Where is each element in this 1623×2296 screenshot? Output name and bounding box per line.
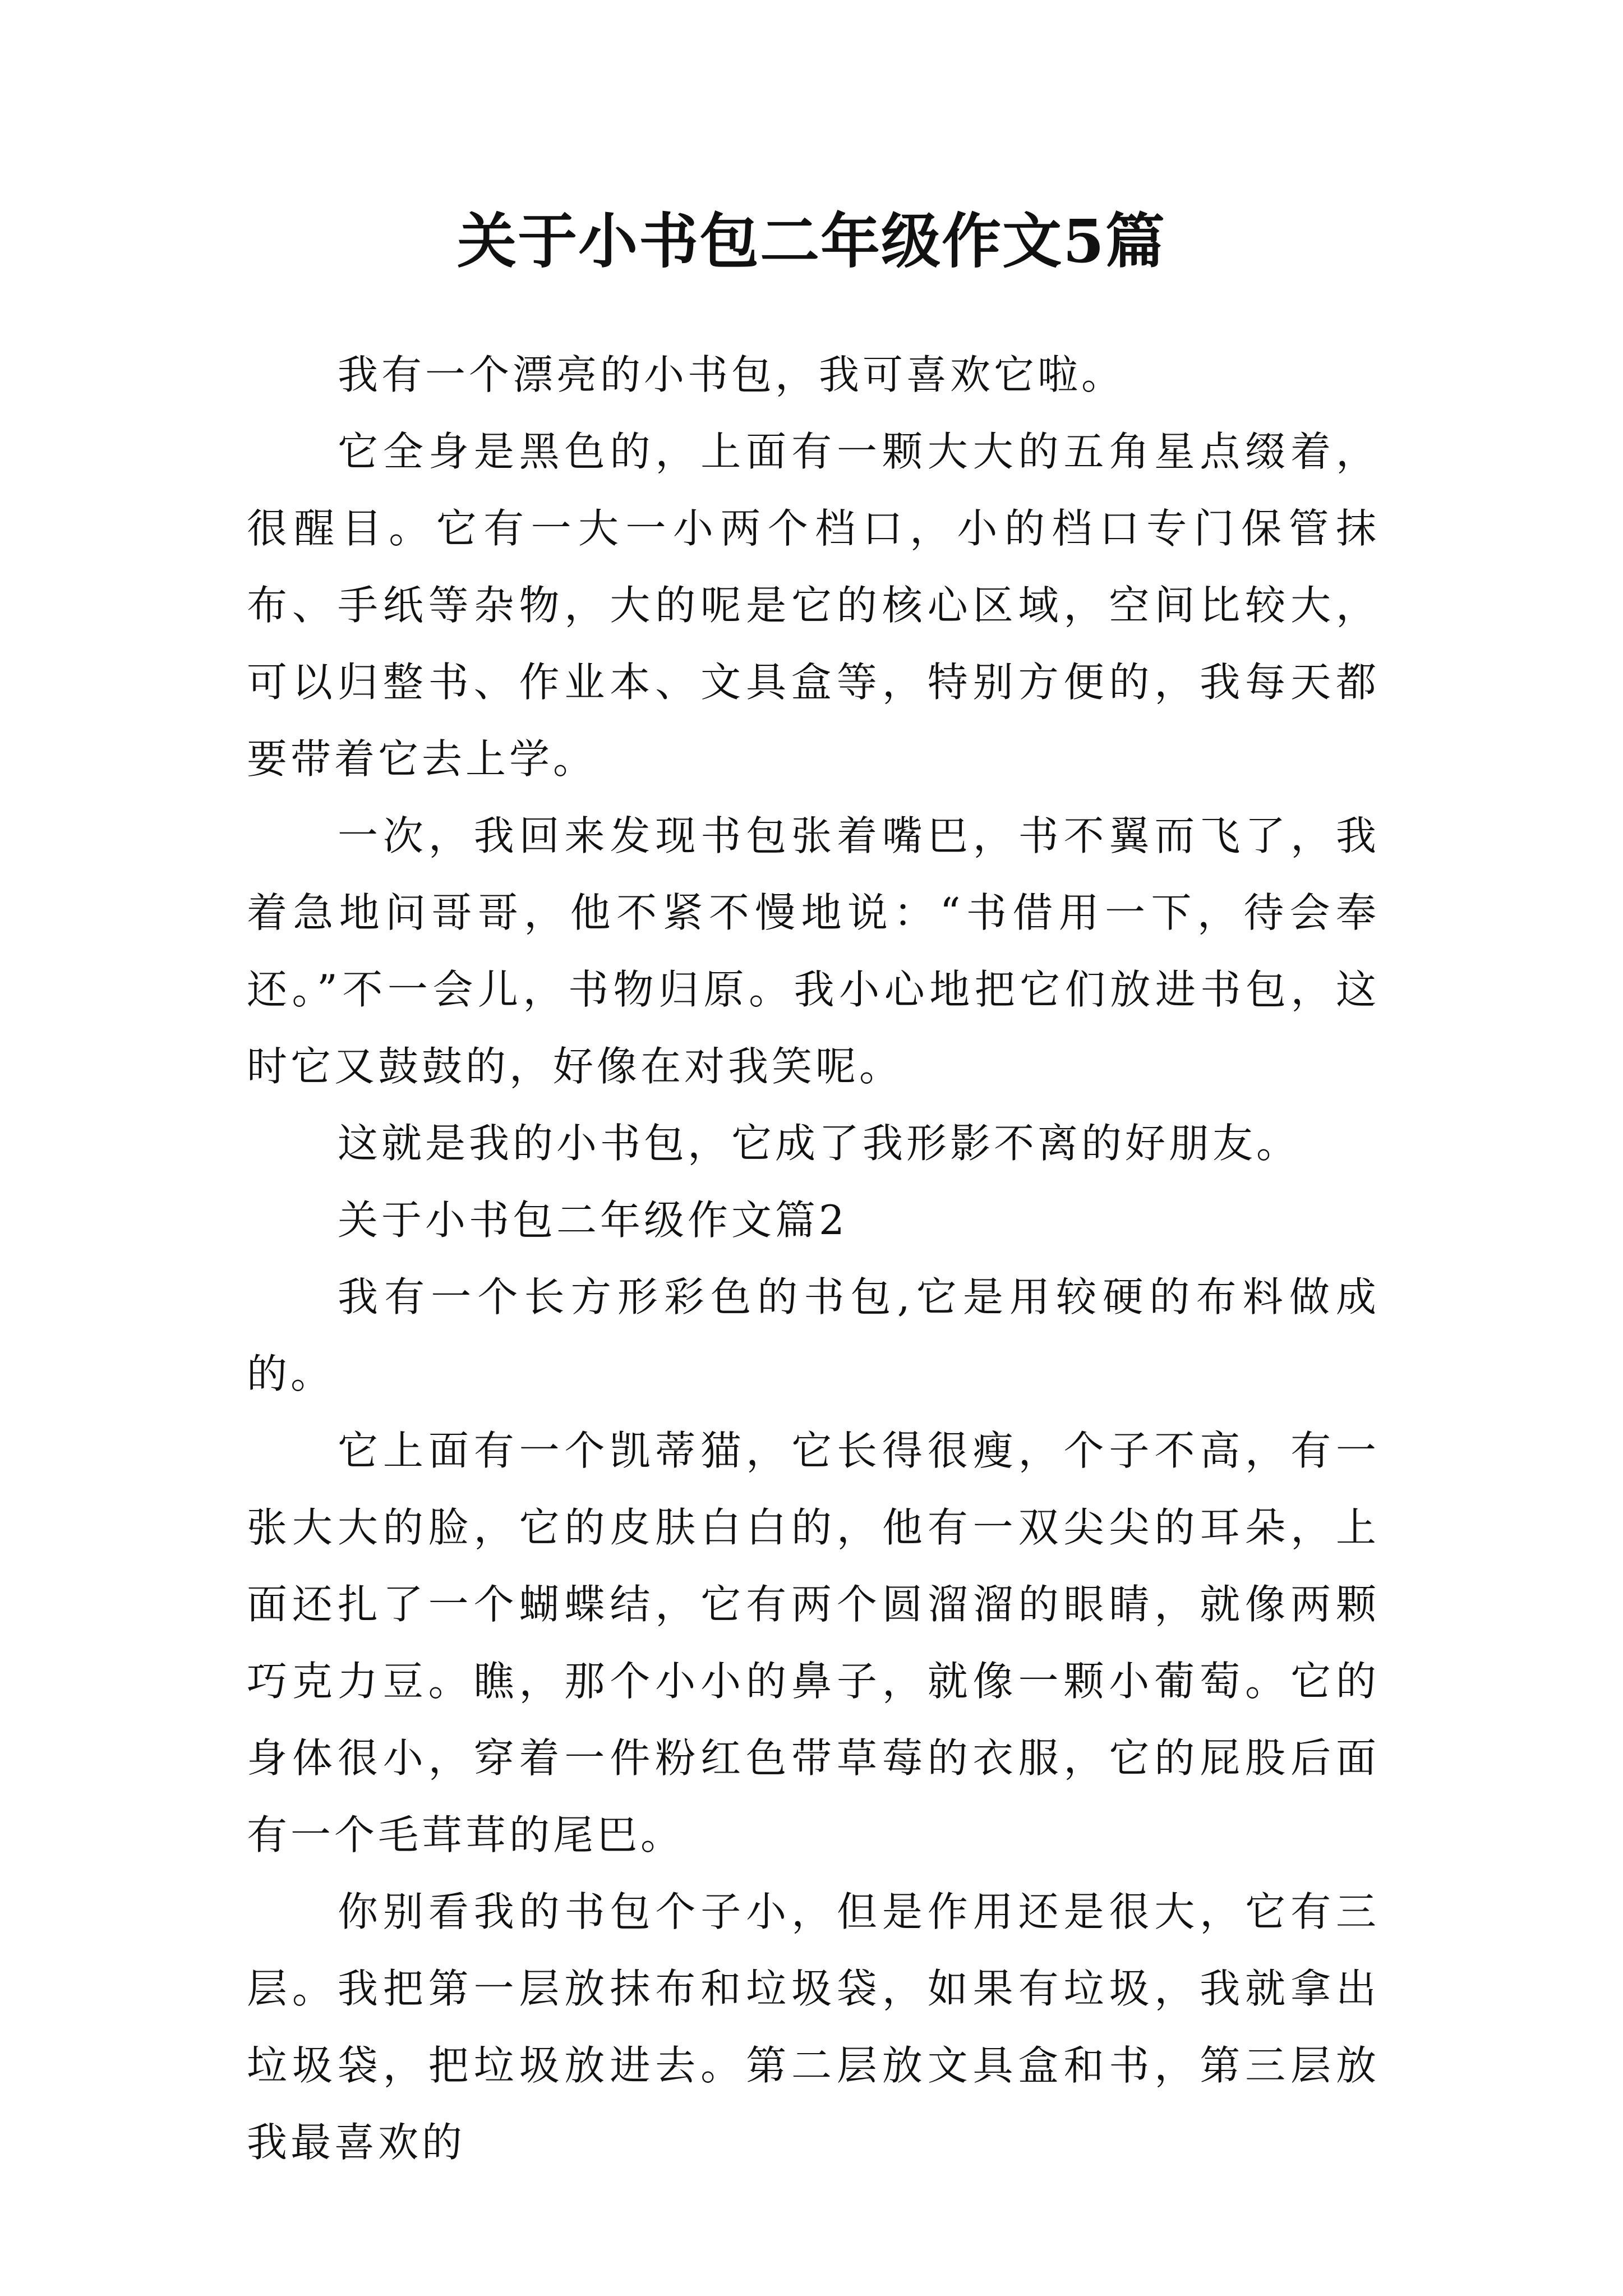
document-body [247, 337, 1380, 2181]
section-heading-2: 关于小书包二年级作文篇2 [338, 1197, 848, 1244]
paragraph-4: 这就是我的小书包，它成了我形影不离的好朋友。 [338, 1120, 1301, 1167]
paragraph-2: 它全身是黑色的，上面有一颗大大的五角星点缀着，很醒目。它有一大一小两个档口，小的档口专门保管抹布、手纸等杂物，大的呢是它的核心区域，空间比较大，可以归整书、作业本、文具盒等，特别方便的，我每天都要带着它去上学。 [247, 428, 1380, 783]
paragraph-7: 你别看我的书包个子小，但是作用还是很大，它有三层。我把第一层放抹布和垃圾袋，如果有垃圾，我就拿出垃圾袋，把垃圾放进去。第二层放文具盒和书，第三层放我最喜欢的 [247, 1888, 1380, 2166]
document-title: 关于小书包二年级作文5篇 [457, 206, 1166, 276]
paragraph-5: 我有一个长方形彩色的书包,它是用较硬的布料做成的。 [247, 1273, 1380, 1397]
paragraph-6: 它上面有一个凯蒂猫，它长得很瘦，个子不高，有一张大大的脸，它的皮肤白白的，他有一双尖尖的耳朵，上面还扎了一个蝴蝶结，它有两个圆溜溜的眼睛，就像两颗巧克力豆。瞧，那个小小的鼻子，就像一颗小葡萄。它的身体很小，穿着一件粉红色带草莓的衣服，它的屁股后面有一个毛茸茸的尾巴。 [247, 1427, 1380, 1858]
paragraph-1: 我有一个漂亮的小书包，我可喜欢它啦。 [338, 351, 1126, 398]
paragraph-3: 一次，我回来发现书包张着嘴巴，书不翼而飞了，我着急地问哥哥，他不紧不慢地说：“书借用一下，待会奉还。”不一会儿，书物归原。我小心地把它们放进书包，这时它又鼓鼓的，好像在对我笑呢。 [247, 812, 1380, 1090]
